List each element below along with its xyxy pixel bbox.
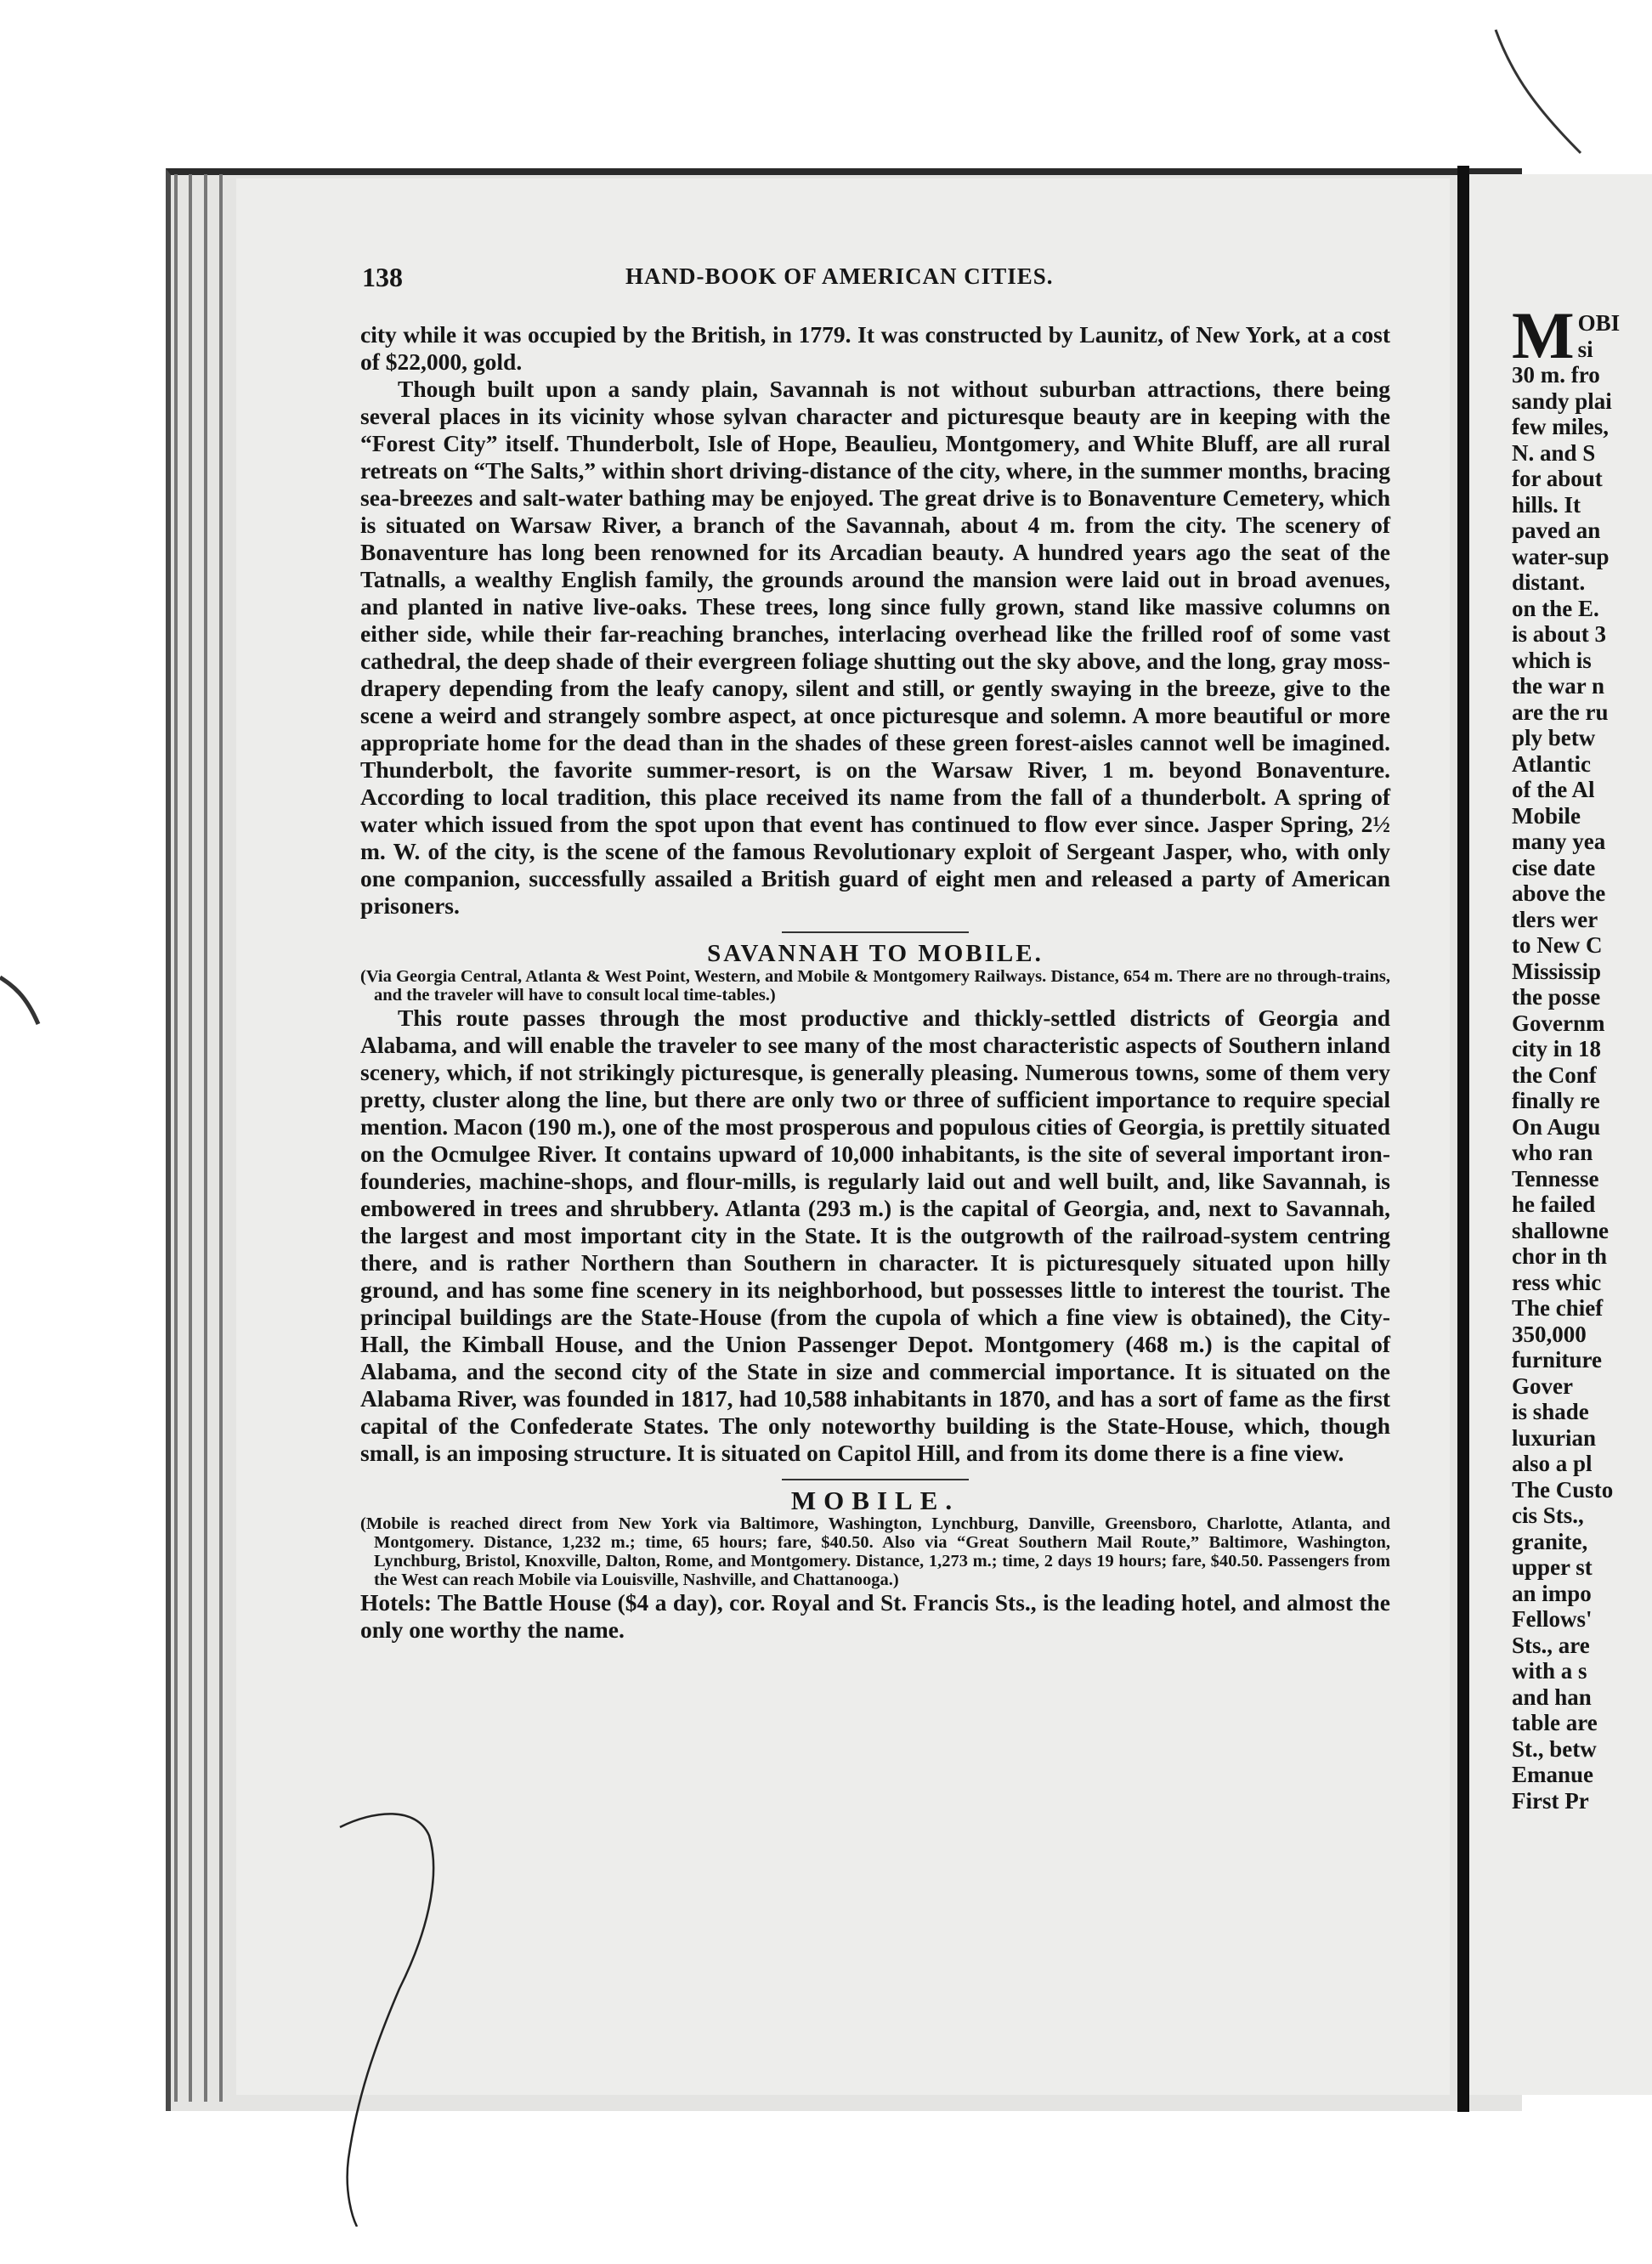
- right-page-line: table are: [1512, 1710, 1598, 1735]
- right-page-line: The Custo: [1512, 1476, 1614, 1503]
- right-page-line: and han: [1512, 1684, 1592, 1710]
- right-page-line: for about: [1512, 466, 1603, 491]
- right-page-line: city in 18: [1512, 1036, 1601, 1061]
- right-page-line: above the: [1512, 880, 1606, 906]
- page-header: [362, 262, 1390, 296]
- right-page-line: Gover: [1512, 1373, 1573, 1399]
- right-page-line: Mobile: [1512, 802, 1581, 829]
- section-title: MOBILE.: [790, 1486, 960, 1515]
- right-page-line: OBI: [1577, 310, 1621, 336]
- page-edge-stack: [189, 174, 192, 2102]
- right-page-line: the Conf: [1512, 1061, 1597, 1088]
- right-page-line: Fellows': [1512, 1606, 1593, 1632]
- right-page-line: 350,000: [1512, 1321, 1587, 1347]
- right-page-line: paved an: [1512, 518, 1601, 543]
- page-edge-stack: [219, 174, 223, 2102]
- right-page-line: on the E.: [1512, 595, 1599, 621]
- left-page-text: [360, 321, 1390, 1644]
- book-gutter: [1457, 166, 1469, 2112]
- right-page-line: Mississip: [1512, 958, 1602, 984]
- paragraph: city while it was occupied by the British, in 1779. It was constructed by Launitz, of New York, at a cost of $22,000, gold.: [360, 321, 1390, 375]
- right-page-line: finally re: [1512, 1088, 1600, 1113]
- right-page-line: St., betw: [1512, 1735, 1597, 1762]
- right-page-line: chor in th: [1512, 1243, 1608, 1269]
- right-page-line: First Pr: [1512, 1787, 1589, 1814]
- right-page-line: luxurian: [1512, 1424, 1597, 1451]
- section-rule: [782, 931, 969, 933]
- right-page-line: is shade: [1512, 1399, 1589, 1424]
- right-page-line: distant.: [1512, 569, 1586, 595]
- right-page-line: Sts., are: [1512, 1632, 1590, 1658]
- dropcap: M: [1512, 298, 1575, 372]
- right-page-line: of the Al: [1512, 777, 1595, 802]
- right-page-line: to New C: [1512, 932, 1603, 958]
- right-page-line: ply betw: [1512, 725, 1596, 750]
- page-number: 138: [362, 262, 403, 292]
- section-note: (Via Georgia Central, Atlanta & West Point, Western, and Mobile & Montgomery Railways. Distance, 654 m. There are no through-trains, and the traveler will have to consult local time-tables.): [360, 967, 1390, 1005]
- running-head: HAND-BOOK OF AMERICAN CITIES.: [625, 263, 1054, 289]
- page-edge-stack: [174, 174, 178, 2102]
- right-page-line: Atlantic: [1512, 750, 1591, 777]
- right-page-line: also a pl: [1512, 1451, 1593, 1476]
- section-body: This route passes through the most productive and thickly-settled districts of Georgia and Alabama, and will enable the traveler to see many of the most characteristic aspects of Southern inland scenery, which, if not strikingly picturesque, is generally pleasing. Numerous towns, some of them very pretty, cluster along the line, but there are only two or three of sufficient importance to require special mention. Macon (190 m.), one of the most prosperous and populous cities of Georgia, is prettily situated on the Ocmulgee River. It contains upward of 10,000 inhabitants, is the site of several important iron-founderies, machine-shops, and flour-mills, is regularly laid out and well built, and, like Savannah, is embowered in trees and shrubbery. Atlanta (293 m.) is the capital of Georgia, and, next to Savannah, the largest and most important city in the State. It is the outgrowth of the railroad-system centring there, and is rather Northern than Southern in character. It is picturesquely situated upon hilly ground, and has some fine scenery in its neighborhood, but possesses little to interest the tourist. The principal buildings are the State-House (from the cupola of which a fine view is obtained), the City-Hall, the Kimball House, and the Union Passenger Depot. Montgomery (468 m.) is the capital of Alabama, and the second city of the State in size and commercial importance. It is situated on the Alabama River, was founded in 1817, had 10,588 inhabitants in 1870, and has a sort of fame as the first capital of the Confederate States. The only noteworthy building is the State-House, which, though small, is an imposing structure. It is situated on Capitol Hill, and from its dome there is a fine view.: [360, 1005, 1390, 1466]
- right-page-line: shallowne: [1512, 1217, 1610, 1243]
- right-page-line: On Augu: [1512, 1113, 1601, 1140]
- right-page-line: N. and S: [1512, 439, 1596, 466]
- right-page-line: Emanue: [1512, 1762, 1594, 1787]
- right-page-line: are the ru: [1512, 699, 1609, 725]
- right-page-line: many yea: [1512, 829, 1606, 854]
- right-page-line: cis Sts.,: [1512, 1503, 1584, 1528]
- right-page-lines: [1512, 298, 1652, 1814]
- stray-pen-mark-top: [1487, 25, 1606, 161]
- right-page-line: the war n: [1512, 673, 1605, 699]
- right-page-line: the posse: [1512, 984, 1601, 1010]
- right-page-line: The chief: [1512, 1295, 1604, 1321]
- right-page-line: water-sup: [1512, 543, 1610, 569]
- right-page-line: is about 3: [1512, 621, 1607, 647]
- right-page-line: hills. It: [1512, 491, 1581, 518]
- right-page-line: furniture: [1512, 1347, 1602, 1373]
- right-page-line: Governm: [1512, 1010, 1605, 1036]
- right-page-line: sandy plai: [1512, 388, 1612, 414]
- stray-pen-mark-edge: [0, 943, 51, 1045]
- right-page-line: ress whic: [1512, 1269, 1602, 1295]
- right-page-line: si: [1577, 336, 1593, 362]
- stray-pen-mark: [323, 1802, 493, 2227]
- right-page-line: granite,: [1512, 1528, 1588, 1554]
- right-page-line: upper st: [1512, 1554, 1593, 1580]
- right-page: [1469, 174, 1652, 2095]
- right-page-line: which is: [1512, 647, 1592, 673]
- right-page-line: who ran: [1512, 1140, 1593, 1165]
- right-page-text: [1512, 298, 1652, 1814]
- section-rule: [782, 1479, 969, 1480]
- right-page-line: few miles,: [1512, 414, 1609, 439]
- right-page-line: he failed: [1512, 1191, 1596, 1217]
- right-page-line: cise date: [1512, 854, 1596, 880]
- section-title: SAVANNAH TO MOBILE.: [707, 940, 1044, 967]
- right-page-line: an impo: [1512, 1580, 1592, 1606]
- right-page-line: Tennesse: [1512, 1165, 1599, 1191]
- paragraph: Though built upon a sandy plain, Savannah is not without suburban attractions, there being several places in its vicinity whose sylvan character and picturesque beauty are in keeping with the “Forest City” itself. Thunderbolt, Isle of Hope, Beaulieu, Montgomery, and White Bluff, are all rural retreats on “The Salts,” within short driving-distance of the city, where, in the summer months, bracing sea-breezes and salt-water bathing may be enjoyed. The great drive is to Bonaventure Cemetery, which is situated on Warsaw River, a branch of the Savannah, about 4 m. from the city. The scenery of Bonaventure has long been renowned for its Arcadian beauty. A hundred years ago the seat of the Tatnalls, a wealthy English family, the grounds around the mansion were laid out in broad avenues, and planted in native live-oaks. These trees, long since fully grown, stand like massive columns on either side, while their far-reaching branches, interlacing overhead like the frilled roof of some vast cathedral, the deep shade of their evergreen foliage shutting out the sky above, and the long, gray moss-drapery depending from the leafy canopy, silent and still, or gently swaying in the breeze, give to the scene a weird and strangely sombre aspect, at once picturesque and solemn. A more beautiful or more appropriate home for the dead than in the shades of these green forest-aisles cannot well be imagined. Thunderbolt, the favorite summer-resort, is on the Warsaw River, 1 m. beyond Bonaventure. According to local tradition, this place received its name from the fall of a thunderbolt. A spring of water which issued from the spot upon that event has continued to flow ever since. Jasper Spring, 2½ m. W. of the city, is the scene of the famous Revolutionary exploit of Sergeant Jasper, who, with only one companion, successfully assailed a British guard of eight men and released a party of American prisoners.: [360, 376, 1391, 919]
- right-page-line: 30 m. fro: [1512, 362, 1600, 388]
- section-body: Hotels: The Battle House ($4 a day), cor. Royal and St. Francis Sts., is the leading hotel, and almost the only one worthy the name.: [360, 1589, 1390, 1643]
- right-page-line: tlers wer: [1512, 906, 1598, 932]
- page-edge-stack: [204, 174, 207, 2102]
- right-page-line: with a s: [1512, 1658, 1587, 1684]
- section-note: (Mobile is reached direct from New York via Baltimore, Washington, Lynchburg, Danville, Greensboro, Charlotte, Atlanta, and Montgomery. Distance, 1,232 m.; time, 65 hours; fare, $40.50. Also via “Great Southern Mail Route,” Baltimore, Washington, Lynchburg, Bristol, Knoxville, Dalton, Rome, and Montgomery. Distance, 1,273 m.; time, 2 days 19 hours; fare, $40.50. Passengers from the West can reach Mobile via Louisville, Nashville, and Chattanooga.): [360, 1514, 1390, 1589]
